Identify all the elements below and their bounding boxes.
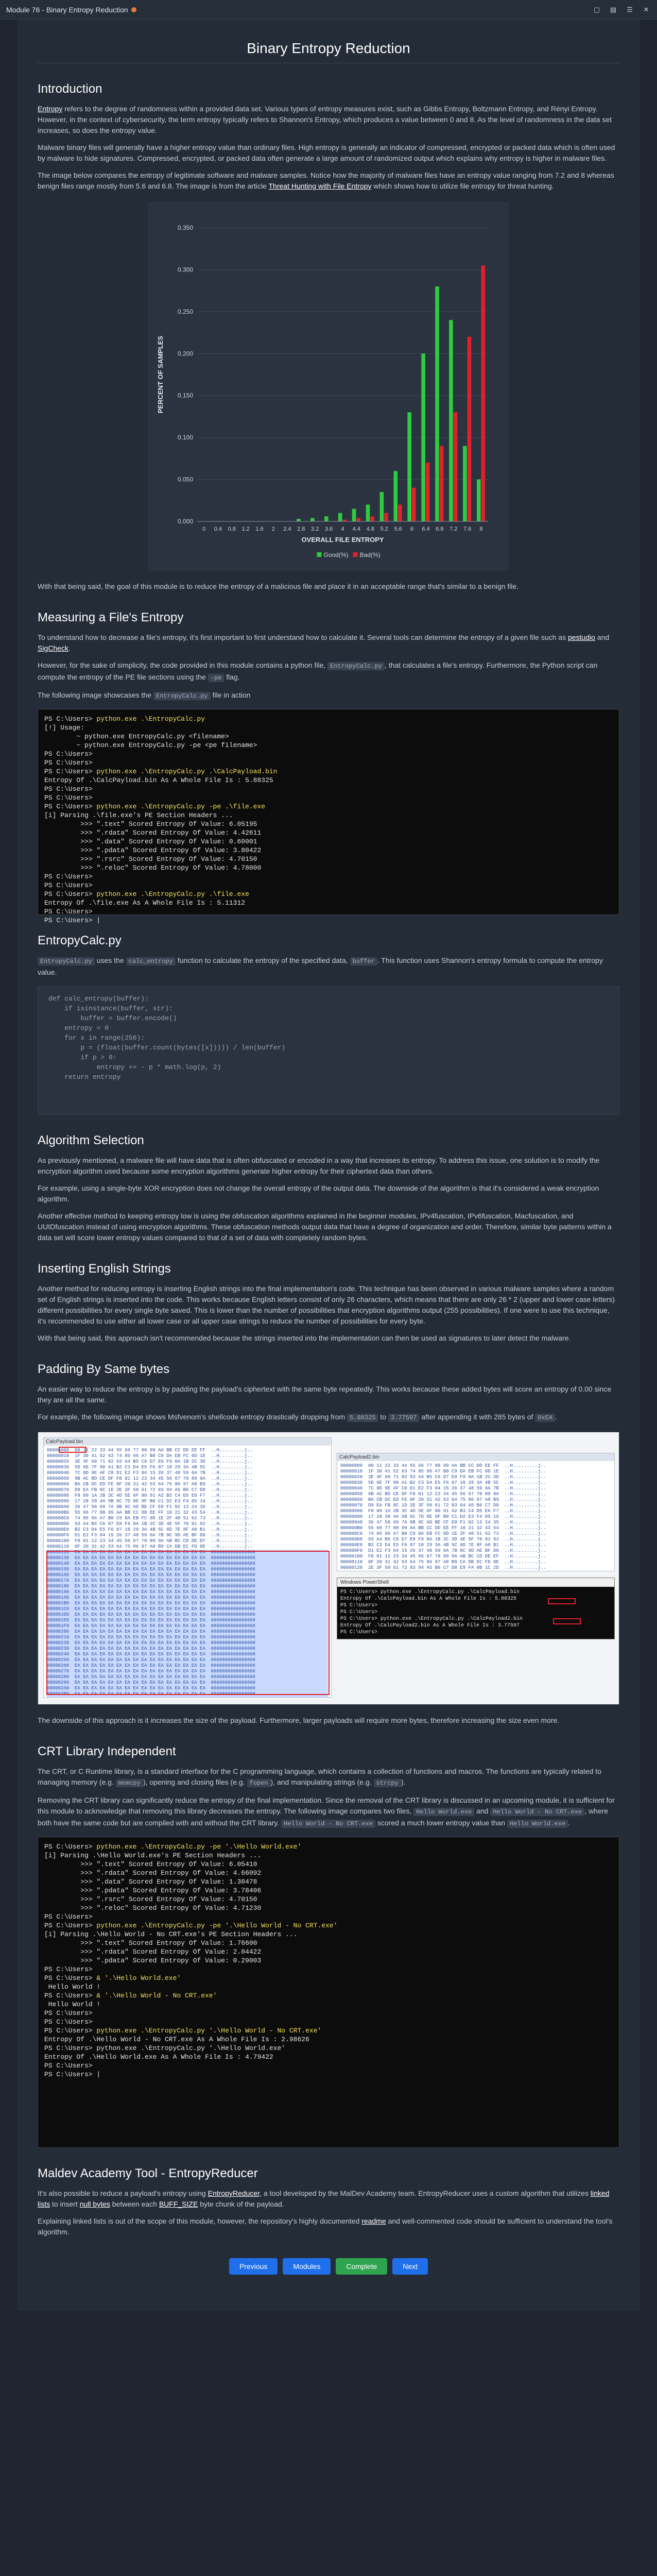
measuring-paragraph-2: However, for the sake of simplicity, the code provided in this module contains a python file, EntropyCalc.py , that calculates a file's entropy. Furthermore, the Python script can compute the entropy of the PE file sections using the -pe flag. xyxy=(38,661,598,682)
hex-row: 00000100 F0 01 12 23 34 45 56 67 78 89 9A AB BC CD DE EF ..H.........j.. xyxy=(340,1554,546,1559)
terminal-line: PS C:\Users> xyxy=(44,759,93,767)
bar-good xyxy=(297,519,301,521)
terminal-line: PS C:\Users> python.exe .\EntropyCalc.py .\file.exe xyxy=(44,890,249,898)
section-heading-measuring: Measuring a File's Entropy xyxy=(38,611,184,624)
terminal-line: PS C:\Users> xyxy=(44,2062,93,2070)
pestudio-link[interactable]: pestudio xyxy=(567,633,595,641)
hex-row: 00000020 3E 4F 60 71 82 93 A4 B5 C6 D7 E8 F9 0A 1B 2C 3D ..H.........j.. xyxy=(340,1475,546,1480)
terminal-line: PS C:\Users> xyxy=(44,1965,93,1973)
highlight-box xyxy=(59,1447,87,1453)
bar-good xyxy=(394,471,398,521)
terminal-line: PS C:\Users> xyxy=(44,908,93,916)
hex-row: 00000090 17 28 39 4A 5B 6C 7D 8E 9F B0 C1 D2 E3 F4 05 16 ..H.........j.. xyxy=(340,1514,546,1519)
hex-row: 00000260 EA EA EA EA EA EA EA EA EA EA EA EA EA EA EA EA êêêêêêêêêêêêêêêê xyxy=(47,1663,328,1669)
hex-row: 00000170 EA EA EA EA EA EA EA EA EA EA EA EA EA EA EA EA êêêêêêêêêêêêêêêê xyxy=(47,1578,328,1584)
hex-row: 000001E0 EA EA EA EA EA EA EA EA EA EA EA EA EA EA EA EA êêêêêêêêêêêêêêêê xyxy=(47,1618,328,1623)
x-tick-label: 8 xyxy=(479,526,483,532)
x-tick-label: 6 xyxy=(410,526,414,532)
powershell-line: Entropy Of .\CalcPayload.bin As A Whole File Is : 5.88325 xyxy=(340,1596,517,1602)
terminal-line: PS C:\Users> python.exe .\EntropyCalc.py -pe '.\Hello World.exe' xyxy=(44,1843,302,1851)
buff-size-link[interactable]: BUFF_SIZE xyxy=(159,2200,198,2208)
x-tick-label: 3.6 xyxy=(324,526,333,532)
terminal-line: Hello World ! xyxy=(44,1983,101,1991)
hex-row: 000001C0 EA EA EA EA EA EA EA EA EA EA EA EA EA EA EA EA êêêêêêêêêêêêêêêê xyxy=(47,1606,328,1612)
terminal-line: PS C:\Users> & '.\Hello World.exe' xyxy=(44,1974,181,1982)
english-paragraph-2: With that being said, this approach isn't recommended because the strings inserted into the implementation can then be used as signatures to later detect the malware. xyxy=(38,1334,571,1342)
padding-paragraph-2: For example, the following image shows Msfvenom's shellcode entropy drastically dropping from 5.88325 to 3.77597 after appending it with 285 bytes of 0xEA . xyxy=(38,1413,558,1421)
legend-label: Good(%) xyxy=(323,551,349,558)
bar-good xyxy=(435,286,439,521)
x-tick-label: 0 xyxy=(202,526,206,532)
legend-label: Bad(%) xyxy=(359,551,381,558)
hex-row: 000000F0 D1 E2 F3 04 15 26 37 48 59 6A 7B 8C 9D AE BF D0 ..H.........j.. xyxy=(340,1548,546,1553)
terminal-line: >>> ".rsrc" Scored Entropy Of Value: 4.70150 xyxy=(44,855,257,863)
hex-row: 00000250 EA EA EA EA EA EA EA EA EA EA EA EA EA EA EA EA êêêêêêêêêêêêêêêê xyxy=(47,1657,328,1663)
hex-row: 00000050 9B AC BD CE DF F0 01 12 23 34 45 56 67 78 89 9A ..H.........j.. xyxy=(47,1476,253,1481)
terminal-line: PS C:\Users> python.exe .\EntropyCalc.py .\CalcPayload.bin xyxy=(44,768,278,775)
hex-row: 000002B0 EA EA EA EA EA EA EA EA EA EA EA EA EA EA EA EA êêêêêêêêêêêêêêêê xyxy=(47,1691,328,1697)
hex-row: 000002A0 EA EA EA EA EA EA EA EA EA EA EA EA EA EA EA EA êêêêêêêêêêêêêêêê xyxy=(47,1686,328,1691)
hex-row: 00000060 BA CB DC ED FE 0F 20 31 42 53 64 75 86 97 A8 B9 ..H.........j.. xyxy=(47,1482,253,1487)
window-titlebar xyxy=(0,0,657,20)
hex-row: 00000010 1F 30 41 52 63 74 85 96 A7 B8 C9 DA EB FC 0D 1E ..H.........j.. xyxy=(340,1469,546,1474)
hex-row: 000000E0 B2 C3 D4 E5 F6 07 18 29 3A 4B 5C 6D 7E 8F A0 B1 ..H.........j.. xyxy=(47,1527,253,1532)
hex-row: 000000D0 93 A4 B5 C6 D7 E8 F9 0A 1B 2C 3D 4E 5F 70 81 92 ..H.........j.. xyxy=(340,1537,546,1542)
terminal-line: Entropy Of .\Hello World.exe As A Whole File Is : 4.79422 xyxy=(44,2053,273,2061)
layout-icon[interactable]: ▢ xyxy=(593,5,600,13)
powershell-line: PS C:\Users> python.exe .\EntropyCalc.py .\CalcPayload.bin xyxy=(340,1589,520,1595)
bar-good xyxy=(366,504,370,521)
hex-row: 000000D0 93 A4 B5 C6 D7 E8 F9 0A 1B 2C 3D 4E 5F 70 81 92 ..H.........j.. xyxy=(47,1521,253,1527)
x-tick-label: 1.2 xyxy=(241,526,250,532)
section-heading-english: Inserting English Strings xyxy=(38,1262,171,1276)
hex-row: 00000220 EA EA EA EA EA EA EA EA EA EA EA EA EA EA EA EA êêêêêêêêêêêêêêêê xyxy=(47,1640,328,1646)
hex-row: 00000230 EA EA EA EA EA EA EA EA EA EA EA EA EA EA EA EA êêêêêêêêêêêêêêêê xyxy=(47,1646,328,1652)
y-tick-label: 0.050 xyxy=(177,476,193,483)
module-navigation xyxy=(38,2244,619,2280)
powershell-line: PS C:\Users> xyxy=(340,1603,378,1608)
powershell-line: PS C:\Users> python.exe .\EntropyCalc.py .\CalcPayload2.bin xyxy=(340,1616,523,1622)
bar-good xyxy=(449,320,453,521)
hex-row: 00000060 BA CB DC ED FE 0F 20 31 42 53 64 75 86 97 A8 B9 ..H.........j.. xyxy=(340,1497,546,1502)
hex-row: 000000E0 B2 C3 D4 E5 F6 07 18 29 3A 4B 5C 6D 7E 8F A0 B1 ..H.........j.. xyxy=(340,1543,546,1548)
next-button[interactable]: Next xyxy=(392,2258,428,2275)
terminal-line: >>> ".rdata" Scored Entropy Of Value: 4.42611 xyxy=(44,829,262,837)
hex-row: 00000040 7C 8D 9E AF C0 D1 E2 F3 04 15 26 37 48 59 6A 7B ..H.........j.. xyxy=(340,1486,546,1491)
algo-paragraph-2: For example, using a single-byte XOR encryption does not change the overall entropy of the output data. The downside of the algorithm is that it's considered a weak encryption algorithm. xyxy=(38,1184,599,1203)
bar-bad xyxy=(440,446,444,521)
section-heading-entropycalc: EntropyCalc.py xyxy=(38,934,122,947)
english-paragraph-1: Another method for reducing entropy is inserting English strings into the final implementation's code. This technique has been observed in various malware samples where a random set of English strings is inserted into the code. This works because English letters consist of only 26 characters, which means that there are only 26 * 2 (upper and lower case letters) different possibilities for every single byte saved. This is lower than the number of possibilities that encryption algorithms output (255 possibilities). If one were to use this technique, it's recommended to use either all lower case or all upper case strings to reduce the number of possibilities for every byte. xyxy=(38,1284,615,1325)
hex-row: 00000130 EA EA EA EA EA EA EA EA EA EA EA EA EA EA EA EA êêêêêêêêêêêêêêêê xyxy=(47,1555,328,1561)
tool-paragraph-1: It's also possible to reduce a payload's entropy using EntropyReducer, a tool developed by the MalDev Academy team. EntropyReducer uses a custom algorithm that utilizes linked lists to insert null bytes between each BUFF_SIZE byte chunk of the payload. xyxy=(38,2189,610,2208)
hex-row: 000000B0 55 66 77 88 99 AA BB CC DD EE FF 10 21 32 43 54 ..H.........j.. xyxy=(47,1510,253,1515)
terminal-line: PS C:\Users> xyxy=(44,1913,93,1921)
hex-row: 00000040 7C 8D 9E AF C0 D1 E2 F3 04 15 26 37 48 59 6A 7B ..H.........j.. xyxy=(47,1470,253,1476)
terminal-line: >>> ".text" Scored Entropy Of Value: 1.76600 xyxy=(44,1939,257,1947)
terminal-line: PS C:\Users> | xyxy=(44,2071,101,2078)
entropy-link[interactable]: Entropy xyxy=(38,105,63,113)
crt-paragraph-2: Removing the CRT library can significantly reduce the entropy of the final implementation. Since the removal of the CRT library is discussed in an upcoming module, it is sufficient for this module to acknowledge that removing this library decreases the entropy. The following image compares two files, Hello World.exe and Hello World - No CRT.exe , where both have the same code but are compiled with and without the CRT library. Hello World - No CRT.exe scored a much lower entropy value than Hello World.exe . xyxy=(38,1796,615,1827)
y-tick-label: 0.250 xyxy=(177,308,193,315)
hex-row: 00000180 EA EA EA EA EA EA EA EA EA EA EA EA EA EA EA EA êêêêêêêêêêêêêêêê xyxy=(47,1584,328,1589)
bar-good xyxy=(407,412,411,521)
page-title: Binary Entropy Reduction xyxy=(38,40,619,63)
legend-swatch xyxy=(317,552,322,557)
terminal-line: PS C:\Users> python.exe .\EntropyCalc.py -pe .\file.exe xyxy=(44,803,266,810)
hex-row: 000001A0 EA EA EA EA EA EA EA EA EA EA EA EA EA EA EA EA êêêêêêêêêêêêêêêê xyxy=(47,1595,328,1601)
algo-paragraph-3: Another effective method to keeping entropy low is using the obfuscation algorithms explained in the beginner modules, IPv4fuscation, IPv6fuscation, Macfuscation, and UUIDfuscation instead of using encryption algorithms. These obfuscation methods output data that have a degree of organization and order. Therefore, similar byte patterns within a data set will score lower entropy values compared to that of a set of data with completely random bytes. xyxy=(38,1212,612,1242)
bar-bad xyxy=(481,265,486,521)
section-heading-padding: Padding By Same bytes xyxy=(38,1362,170,1376)
terminal-line: [i] Parsing .\file.exe's PE Section Headers ... xyxy=(44,811,233,819)
terminal-line: ~ python.exe EntropyCalc.py -pe <pe filename> xyxy=(44,741,257,749)
hex-row: 00000070 D9 EA FB 0C 1D 2E 3F 50 61 72 83 94 A5 B6 C7 D8 ..H.........j.. xyxy=(340,1503,546,1508)
hex-editor-screenshot xyxy=(38,1432,619,1705)
terminal-screenshot-crt xyxy=(38,1837,619,2148)
y-tick-label: 0.100 xyxy=(177,434,193,442)
highlight-box xyxy=(46,1551,330,1695)
terminal-line: >>> ".rsrc" Scored Entropy Of Value: 4.70150 xyxy=(44,1895,257,1903)
terminal-line: PS C:\Users> & '.\Hello World - No CRT.exe' xyxy=(44,1992,217,1999)
bar-bad xyxy=(426,463,430,521)
close-icon[interactable]: ✕ xyxy=(643,5,649,13)
x-tick-label: 2.8 xyxy=(297,526,305,532)
hex-window-right xyxy=(337,1453,615,1571)
bar-good xyxy=(463,446,467,521)
terminal-screenshot-entropycalc xyxy=(38,709,619,924)
x-axis-label: OVERALL FILE ENTROPY xyxy=(301,536,384,544)
bar-good xyxy=(477,480,481,521)
bar-good xyxy=(324,516,328,521)
section-heading-introduction: Introduction xyxy=(38,82,102,96)
powershell-line: Entropy Of .\CalcPayload2.bin As A Whole File Is : 3.77597 xyxy=(340,1623,520,1629)
bar-bad xyxy=(356,518,360,521)
hex-row: 00000190 EA EA EA EA EA EA EA EA EA EA EA EA EA EA EA EA êêêêêêêêêêêêêêêê xyxy=(47,1589,328,1595)
legend-swatch xyxy=(353,552,358,557)
hex-row: 00000100 F0 01 12 23 34 45 56 67 78 89 9A AB BC CD DE EF ..H.........j.. xyxy=(47,1538,253,1544)
hex-row: 000001B0 EA EA EA EA EA EA EA EA EA EA EA EA EA EA EA EA êêêêêêêêêêêêêêêê xyxy=(47,1601,328,1606)
intro-paragraph-1: Entropy refers to the degree of randomness within a provided data set. Various types of entropy measures exist, such as Gibbs Entropy, Boltzmann Entropy, and Rényi Entropy. However, in the context of cybersecurity, the term entropy typically refers to Shannon's Entropy, which produces a value between 0 and 8. As the level of randomness in the data set increases, so does the entropy value. xyxy=(38,105,612,134)
powershell-window xyxy=(337,1578,615,1639)
hex-row: 00000050 9B AC BD CE DF F0 01 12 23 34 45 56 67 78 89 9A ..H.........j.. xyxy=(340,1492,546,1497)
padding-paragraph-1: An easier way to reduce the entropy is by padding the payload's ciphertext with the same byte repeatedly. This works because these added bytes will score an entropy of 0.00 since they are all the same. xyxy=(38,1385,612,1404)
terminal-line: Hello World ! xyxy=(44,2001,101,2008)
hex-row: 00000090 17 28 39 4A 5B 6C 7D 8E 9F B0 C1 D2 E3 F4 05 16 ..H.........j.. xyxy=(47,1499,253,1504)
hex-row: 00000080 F8 09 1A 2B 3C 4D 5E 6F 80 91 A2 B3 C4 D5 E6 F7 ..H.........j.. xyxy=(340,1509,546,1514)
tool-paragraph-2: Explaining linked lists is out of the scope of this module, however, the repository's highly documented readme and well-commented code should be sufficient to understand the tool's algorithm. xyxy=(38,2217,613,2236)
terminal-line: PS C:\Users> xyxy=(44,794,93,802)
inline-code: -pe xyxy=(208,674,224,682)
bar-bad xyxy=(454,412,458,521)
measuring-paragraph-3: The following image showcases the EntropyCalc.py file in action xyxy=(38,691,251,700)
terminal-line: >>> ".pdata" Scored Entropy Of Value: 3.80422 xyxy=(44,846,262,854)
algo-paragraph-1: As previously mentioned, a malware file will have data that is often obfuscated or encoded in a way that increases its entropy. To address this issue, one solution is to modify the encryption algorithm used because some encryption algorithms generate higher entropy for their ciphertext data than others. xyxy=(38,1156,600,1175)
entropyreducer-link[interactable]: EntropyReducer xyxy=(208,2189,260,2197)
terminal-line: PS C:\Users> | xyxy=(44,917,101,924)
y-tick-label: 0.200 xyxy=(177,350,193,358)
terminal-line: PS C:\Users> python.exe .\EntropyCalc.py -pe '.\Hello World - No CRT.exe' xyxy=(44,1922,338,1929)
terminal-line: PS C:\Users> xyxy=(44,2018,93,2026)
x-tick-label: 0.8 xyxy=(228,526,236,532)
hex-row: 000001F0 EA EA EA EA EA EA EA EA EA EA EA EA EA EA EA EA êêêêêêêêêêêêêêêê xyxy=(47,1623,328,1629)
section-heading-tool: Maldev Academy Tool - EntropyReducer xyxy=(38,2166,258,2180)
bar-good xyxy=(421,353,425,521)
terminal-line: >>> ".text" Scored Entropy Of Value: 6.05410 xyxy=(44,1860,257,1868)
hex-row: 000000A0 36 47 58 69 7A 8B 9C AD BE CF E0 F1 02 13 24 35 ..H.........j.. xyxy=(47,1504,253,1510)
terminal-line: PS C:\Users> python.exe .\EntropyCalc.py '.\Hello World.exe' xyxy=(44,2044,286,2052)
hex-row: 00000290 EA EA EA EA EA EA EA EA EA EA EA EA EA EA EA EA êêêêêêêêêêêêêêêê xyxy=(47,1680,328,1686)
hex-row: 00000240 EA EA EA EA EA EA EA EA EA EA EA EA EA EA EA EA êêêêêêêêêêêêêêêê xyxy=(47,1652,328,1657)
hex-row: 00000110 0F 20 31 42 53 64 75 86 97 A8 B9 CA DB EC FD 0E ..H.........j.. xyxy=(340,1560,546,1565)
module-content xyxy=(17,20,640,2311)
y-tick-label: 0.150 xyxy=(177,392,193,399)
powershell-line: PS C:\Users> xyxy=(340,1609,378,1615)
y-axis-label: PERCENT OF SAMPLES xyxy=(157,335,164,414)
terminal-line: PS C:\Users> python.exe .\EntropyCalc.py '.\Hello World - No CRT.exe' xyxy=(44,2027,322,2035)
powershell-title: Windows PowerShell xyxy=(337,1578,614,1587)
section-heading-crt: CRT Library Independent xyxy=(38,1744,176,1758)
x-tick-label: 0.4 xyxy=(214,526,222,532)
terminal-line: [i] Parsing .\Hello World.exe's PE Section Headers ... xyxy=(44,1852,262,1859)
x-tick-label: 1.6 xyxy=(255,526,264,532)
hex-row: 00000010 1F 30 41 52 63 74 85 96 A7 B8 C9 DA EB FC 0D 1E ..H.........j.. xyxy=(47,1453,253,1459)
bar-bad xyxy=(468,337,472,521)
hex-row: 00000140 EA EA EA EA EA EA EA EA EA EA EA EA EA EA EA EA êêêêêêêêêêêêêêêê xyxy=(47,1561,328,1567)
x-tick-label: 3.2 xyxy=(311,526,319,532)
terminal-line: >>> ".rdata" Scored Entropy Of Value: 4.66092 xyxy=(44,1869,262,1877)
bar-bad xyxy=(370,516,374,521)
highlight-box xyxy=(548,1598,576,1604)
x-tick-label: 4.4 xyxy=(352,526,361,532)
intro-paragraph-2: Malware binary files will generally have a higher entropy value than ordinary files. High entropy is generally an indicator of compressed, encrypted or packed data which is often used by malware to hide signatures. Compressed, encrypted, or packed data often generate a large amount of randomized output which explains why entropy is higher in malware files. xyxy=(38,143,615,162)
hex-row: 000000B0 55 66 77 88 99 AA BB CC DD EE FF 10 21 32 43 54 ..H.........j.. xyxy=(340,1526,546,1531)
threat-hunting-link[interactable]: Threat Hunting with File Entropy xyxy=(268,182,372,190)
x-tick-label: 2.4 xyxy=(283,526,291,532)
hex-row: 000000C0 74 85 96 A7 B8 C9 DA EB FC 0D 1E 2F 40 51 62 73 ..H.........j.. xyxy=(340,1531,546,1536)
bar-good xyxy=(310,518,315,521)
hex-window-title: CalcPayload.bin xyxy=(44,1438,331,1446)
terminal-line: >>> ".text" Scored Entropy Of Value: 6.05195 xyxy=(44,820,257,828)
split-view-icon[interactable]: ▤ xyxy=(610,5,617,13)
hex-row: 00000020 3E 4F 60 71 82 93 A4 B5 C6 D7 E8 F9 0A 1B 2C 3D ..H.........j.. xyxy=(47,1459,253,1464)
hex-row: 00000080 F8 09 1A 2B 3C 4D 5E 6F 80 91 A2 B3 C4 D5 E6 F7 ..H.........j.. xyxy=(47,1493,253,1498)
hex-row: 00000000 00 11 22 33 44 55 66 77 88 99 AA BB CC DD EE FF ..H.........j.. xyxy=(340,1463,546,1468)
bar-good xyxy=(338,513,342,521)
hex-row: 00000110 0F 20 31 42 53 64 75 86 97 A8 B9 CA DB EC FD 0E ..H.........j.. xyxy=(47,1544,253,1549)
y-tick-label: 0.300 xyxy=(177,266,193,274)
terminal-line: >>> ".data" Scored Entropy Of Value: 0.60001 xyxy=(44,838,257,845)
hex-row: 000001D0 EA EA EA EA EA EA EA EA EA EA EA EA EA EA EA EA êêêêêêêêêêêêêêêê xyxy=(47,1612,328,1618)
highlight-box xyxy=(553,1618,581,1624)
inline-code: EntropyCalc.py xyxy=(327,662,385,670)
null-bytes-link[interactable]: null bytes xyxy=(79,2200,110,2208)
hex-row: 00000120 2E 3F 50 61 72 83 94 A5 B6 C7 D8 E9 FA 0B 1C 2D ..H.........j.. xyxy=(340,1565,546,1570)
intro-after-chart: With that being said, the goal of this module is to reduce the entropy of a malicious file and place it in an acceptable range that's similar to a benign file. xyxy=(38,582,519,590)
terminal-line: PS C:\Users> python.exe .\EntropyCalc.py xyxy=(44,715,205,723)
crt-paragraph-1: The CRT, or C Runtime library, is a standard interface for the C programming language, which contains a collection of functions and macros. The functions are typically related to managing memory (e.g. memcpy ), opening and closing files (e.g. fopen ), and manipulating strings (e.g. strcpy ). xyxy=(38,1767,601,1787)
entropycalc-paragraph: EntropyCalc.py uses the calc_entropy function to calculate the entropy of the specified data, buffer . This function uses Shannon's entropy formula to compute the entropy value. xyxy=(38,956,603,976)
menu-icon[interactable]: ☰ xyxy=(627,5,633,13)
bar-good xyxy=(380,492,384,521)
hex-row: 00000120 EA EA EA EA EA EA EA EA EA EA EA EA EA EA EA EA êêêêêêêêêêêêêêêê xyxy=(47,1550,328,1555)
hex-row: 00000030 5D 6E 7F 90 A1 B2 C3 D4 E5 F6 07 18 29 3A 4B 5C ..H.........j.. xyxy=(340,1480,546,1485)
x-tick-label: 6.8 xyxy=(436,526,444,532)
terminal-line: >>> ".data" Scored Entropy Of Value: 1.30478 xyxy=(44,1878,257,1886)
x-tick-label: 7.6 xyxy=(463,526,472,532)
terminal-line: >>> ".reloc" Scored Entropy Of Value: 4.78000 xyxy=(44,864,262,872)
terminal-line: >>> ".reloc" Scored Entropy Of Value: 4.71230 xyxy=(44,1904,262,1912)
section-heading-algorithm: Algorithm Selection xyxy=(38,1133,144,1147)
terminal-line: Entropy Of .\file.exe As A Whole File Is : 5.11312 xyxy=(44,899,246,907)
terminal-line: [!] Usage: xyxy=(44,724,85,732)
hex-row: 000000C0 74 85 96 A7 B8 C9 DA EB FC 0D 1E 2F 40 51 62 73 ..H.........j.. xyxy=(47,1516,253,1521)
x-tick-label: 2 xyxy=(271,526,275,532)
terminal-line: PS C:\Users> xyxy=(44,882,93,889)
powershell-line: PS C:\Users> xyxy=(340,1630,378,1635)
hex-row: 00000280 EA EA EA EA EA EA EA EA EA EA EA EA EA EA EA EA êêêêêêêêêêêêêêêê xyxy=(47,1674,328,1680)
terminal-line: PS C:\Users> xyxy=(44,2009,93,2017)
status-dot-icon xyxy=(131,7,136,12)
y-tick-label: 0.000 xyxy=(177,518,193,525)
code-block-calc-entropy[interactable]: def calc_entropy(buffer): if isinstance(buffer, str): buffer = buffer.encode() entropy = 0 for x in range(256): p = (float(buffer.count(bytes([x])))) / len(buffer) if p > 0: entropy += - p * math.log(p, 2) return entropy xyxy=(38,986,619,1115)
previous-button[interactable]: Previous xyxy=(229,2258,278,2275)
bar-bad xyxy=(412,488,416,521)
terminal-line: PS C:\Users> xyxy=(44,750,93,758)
hex-row: 00000270 EA EA EA EA EA EA EA EA EA EA EA EA EA EA EA EA êêêêêêêêêêêêêêêê xyxy=(47,1669,328,1674)
hex-row: 00000210 EA EA EA EA EA EA EA EA EA EA EA EA EA EA EA EA êêêêêêêêêêêêêêêê xyxy=(47,1635,328,1640)
terminal-line: PS C:\Users> xyxy=(44,785,93,793)
complete-button[interactable]: Complete xyxy=(336,2258,387,2275)
x-tick-label: 5.2 xyxy=(380,526,388,532)
hex-row: 00000000 00 11 22 33 44 55 66 77 88 99 AA BB CC DD EE FF ..H.........j.. xyxy=(47,1448,253,1453)
hex-row: 000000F0 D1 E2 F3 04 15 26 37 48 59 6A 7B 8C 9D AE BF D0 ..H.........j.. xyxy=(47,1533,253,1538)
hex-row: 000000A0 36 47 58 69 7A 8B 9C AD BE CF E0 F1 02 13 24 35 ..H.........j.. xyxy=(340,1520,546,1525)
padding-after: The downside of this approach is it increases the size of the payload. Furthermore, larger payloads will require more bytes, therefore increasing the size even more. xyxy=(38,1716,560,1724)
terminal-line: PS C:\Users> xyxy=(44,873,93,880)
x-tick-label: 6.4 xyxy=(422,526,430,532)
modules-button[interactable]: Modules xyxy=(283,2258,331,2275)
bar-bad xyxy=(398,504,402,521)
intro-paragraph-3: The image below compares the entropy of legitimate software and malware samples. Notice how the majority of malware files have an entropy value ranging from 7.2 and 8 whereas benign files range mostly from 5.6 and 6.8. The image is from the article Threat Hunting with File Entropy which shows how to utilize file entropy for threat hunting. xyxy=(38,171,614,190)
inline-code: EntropyCalc.py xyxy=(153,692,211,700)
hex-window-title: CalcPayload2.bin xyxy=(337,1453,614,1461)
entropy-chart xyxy=(148,202,509,571)
bar-bad xyxy=(384,513,388,521)
x-tick-label: 4.8 xyxy=(366,526,374,532)
hex-row: 00000160 EA EA EA EA EA EA EA EA EA EA EA EA EA EA EA EA êêêêêêêêêêêêêêêê xyxy=(47,1572,328,1578)
x-tick-label: 7.2 xyxy=(449,526,458,532)
linked-lists-link[interactable]: linked lists xyxy=(38,2189,610,2208)
hex-row: 00000150 EA EA EA EA EA EA EA EA EA EA EA EA EA EA EA EA êêêêêêêêêêêêêêêê xyxy=(47,1567,328,1572)
terminal-line: >>> ".pdata" Scored Entropy Of Value: 0.29003 xyxy=(44,1957,262,1964)
hex-row: 00000200 EA EA EA EA EA EA EA EA EA EA EA EA EA EA EA EA êêêêêêêêêêêêêêêê xyxy=(47,1629,328,1635)
terminal-line: Entropy Of .\CalcPayload.bin As A Whole File Is : 5.88325 xyxy=(44,776,273,784)
hex-row: 00000030 5D 6E 7F 90 A1 B2 C3 D4 E5 F6 07 18 29 3A 4B 5C ..H.........j.. xyxy=(47,1465,253,1470)
y-tick-label: 0.350 xyxy=(177,224,193,231)
terminal-line: [i] Parsing .\Hello World - No CRT.exe's PE Section Headers ... xyxy=(44,1930,298,1938)
terminal-line: Entropy Of .\Hello World - No CRT.exe As A Whole File Is : 2.98626 xyxy=(44,2036,309,2043)
readme-link[interactable]: readme xyxy=(361,2217,386,2225)
bar-good xyxy=(352,509,356,521)
terminal-line: >>> ".rdata" Scored Entropy Of Value: 2.04422 xyxy=(44,1948,262,1956)
terminal-line: ~ python.exe EntropyCalc.py <filename> xyxy=(44,733,229,740)
terminal-line: >>> ".pdata" Scored Entropy Of Value: 3.78406 xyxy=(44,1887,262,1894)
x-tick-label: 4 xyxy=(341,526,344,532)
x-tick-label: 5.6 xyxy=(394,526,402,532)
measuring-paragraph-1: To understand how to decrease a file's entropy, it's first important to first understand how to calculate it. Several tools can determine the entropy of a given file such as pestudio and SigCheck. xyxy=(38,633,610,652)
hex-row: 00000070 D9 EA FB 0C 1D 2E 3F 50 61 72 83 94 A5 B6 C7 D8 ..H.........j.. xyxy=(47,1487,253,1493)
window-title: Module 76 - Binary Entropy Reduction xyxy=(6,5,128,14)
sigcheck-link[interactable]: SigCheck xyxy=(38,644,68,652)
